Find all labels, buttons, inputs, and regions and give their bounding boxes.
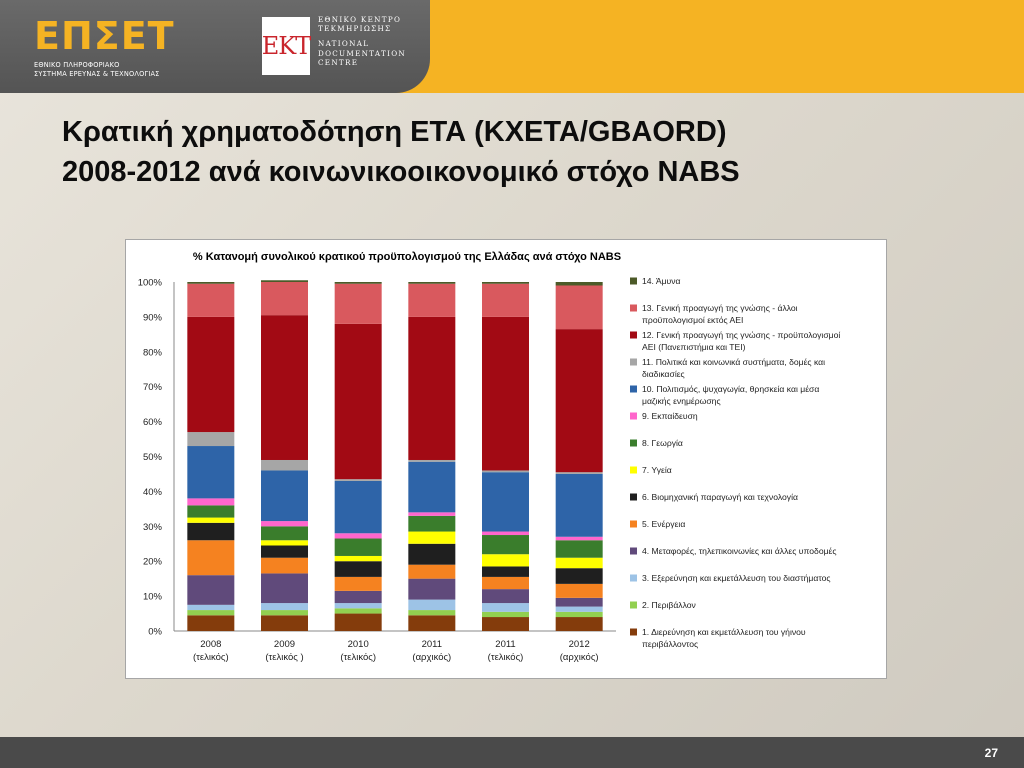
bar-segment <box>408 317 455 460</box>
ekt-greek-line1: ΕΘΝΙΚΟ ΚΕΝΤΡΟ <box>318 15 402 24</box>
bar-segment <box>261 603 308 610</box>
epset-subtitle-line1: ΕΘΝΙΚΟ ΠΛΗΡΟΦΟΡΙΑΚΟ <box>34 61 120 69</box>
bar-segment <box>556 540 603 557</box>
bar-segment <box>335 324 382 479</box>
legend-swatch <box>630 440 637 447</box>
bar-segment <box>482 577 529 589</box>
bar-segment <box>408 610 455 615</box>
bar-segment <box>261 460 308 470</box>
legend-swatch <box>630 467 637 474</box>
bar-segment <box>408 516 455 532</box>
bar-segment <box>482 472 529 531</box>
x-tick-label: 2010 <box>347 639 369 650</box>
chart-title: % Κατανομή συνολικού κρατικού προϋπολογισμού της Ελλάδας ανά στόχο NABS <box>192 251 622 263</box>
legend-label: 11. Πολιτικά και κοινωνικά συστήματα, δομές και <box>642 357 826 367</box>
ekt-logo-text: ΕΚΤ <box>261 32 311 60</box>
bar-segment <box>187 575 234 605</box>
bar-segment <box>335 556 382 561</box>
x-tick-label: 2012 <box>568 639 590 650</box>
bar-segment <box>408 544 455 565</box>
x-tick-label: (αρχικός) <box>559 652 599 663</box>
ekt-en-line2: DOCUMENTATION <box>318 48 407 58</box>
bar-segment <box>482 589 529 603</box>
bar-segment <box>482 532 529 535</box>
y-tick-label: 100% <box>137 277 162 289</box>
bar-segment <box>482 617 529 631</box>
legend-label: 14. Άμυνα <box>642 276 681 286</box>
bar-segment <box>261 573 308 603</box>
bar-segment <box>556 329 603 472</box>
x-tick-label: 2011 <box>421 639 443 650</box>
bar-segment <box>187 498 234 505</box>
bar-segment <box>482 566 529 576</box>
chart-card <box>125 239 887 679</box>
bar-segment <box>556 607 603 612</box>
bar-segment <box>482 603 529 612</box>
legend-label: προϋπολογισμοί εκτός ΑΕΙ <box>642 315 744 325</box>
bar-segment <box>556 617 603 631</box>
bar-segment <box>261 615 308 631</box>
bar-segment <box>335 603 382 608</box>
bar-segment <box>187 518 234 523</box>
legend-swatch <box>630 575 637 582</box>
page-number: 27 <box>984 746 998 760</box>
bar-segment <box>408 284 455 317</box>
bar-segment <box>187 615 234 631</box>
y-tick-label: 50% <box>142 452 162 463</box>
legend-label: ΑΕΙ (Πανεπιστήμια και ΤΕΙ) <box>642 342 746 352</box>
bar-segment <box>556 558 603 568</box>
bar-segment <box>261 540 308 545</box>
bar-segment <box>408 462 455 513</box>
legend-swatch <box>630 629 637 636</box>
logo-panel <box>0 0 430 93</box>
bar-segment <box>482 554 529 566</box>
legend-label: 1. Διερεύνηση και εκμετάλλευση του γήινου <box>642 627 806 637</box>
bar-segment <box>556 568 603 584</box>
legend-label: 4. Μεταφορές, τηλεπικοινωνίες και άλλες υποδομές <box>642 546 837 556</box>
x-tick-label: (τελικός) <box>487 652 524 663</box>
y-tick-label: 30% <box>142 521 162 533</box>
bar-segment <box>556 612 603 617</box>
x-tick-label: (τελικός) <box>192 652 229 663</box>
legend-swatch <box>630 548 637 555</box>
bar-segment <box>408 512 455 515</box>
legend-label: διαδικασίες <box>642 369 685 379</box>
bar-segment <box>261 526 308 540</box>
bar-segment <box>335 481 382 533</box>
epset-subtitle <box>34 61 214 78</box>
bar-segment <box>187 540 234 575</box>
bar-segment <box>261 470 308 521</box>
bar-segment <box>408 565 455 579</box>
bar-segment <box>187 284 234 317</box>
bar-segment <box>335 561 382 577</box>
bar-segment <box>556 598 603 607</box>
bar-segment <box>261 521 308 526</box>
bar-segment <box>335 591 382 603</box>
legend-label: περιβάλλοντος <box>642 639 699 649</box>
bar-segment <box>482 535 529 554</box>
legend-swatch <box>630 305 637 312</box>
legend-label: 2. Περιβάλλον <box>642 600 696 610</box>
footer-bar <box>0 737 1024 768</box>
y-tick-label: 20% <box>142 556 162 568</box>
bar-segment <box>187 505 234 517</box>
bar-segment <box>335 577 382 591</box>
legend-label: 5. Ενέργεια <box>642 519 686 529</box>
bar-segment <box>261 558 308 574</box>
bar-segment <box>408 282 455 284</box>
legend-label: 9. Εκπαίδευση <box>642 411 698 421</box>
bar-segment <box>261 546 308 558</box>
bar-segment <box>408 532 455 544</box>
legend-swatch <box>630 386 637 393</box>
legend-label: 6. Βιομηχανική παραγωγή και τεχνολογία <box>642 492 798 502</box>
legend-swatch <box>630 521 637 528</box>
y-tick-label: 90% <box>142 312 162 324</box>
legend-swatch <box>630 494 637 501</box>
x-tick-label: (τελικός) <box>340 652 377 663</box>
x-tick-label: (τελικός ) <box>265 652 304 663</box>
bar-segment <box>482 612 529 617</box>
y-tick-label: 40% <box>142 486 162 498</box>
bar-segment <box>187 317 234 432</box>
y-tick-label: 10% <box>142 591 162 603</box>
ekt-en-line3: CENTRE <box>318 57 359 67</box>
bar-segment <box>261 610 308 615</box>
bar-segment <box>187 523 234 540</box>
bar-segment <box>187 610 234 615</box>
bar-segment <box>408 600 455 610</box>
legend-label: 12. Γενική προαγωγή της γνώσης - προϋπολογισμοί <box>642 330 841 340</box>
bar-segment <box>408 579 455 600</box>
slide-title <box>62 112 962 192</box>
bar-segment <box>408 460 455 462</box>
x-tick-label: 2011 <box>495 639 516 650</box>
y-tick-label: 80% <box>142 347 162 359</box>
slide-title-line1: Κρατική χρηματοδότηση ΕΤΑ (ΚΧΕΤΑ/GBAORD) <box>62 116 727 148</box>
bar-segment <box>261 280 308 282</box>
legend-swatch <box>630 332 637 339</box>
bar-segment <box>556 474 603 537</box>
legend-swatch <box>630 359 637 366</box>
legend-label: μαζικής ενημέρωσης <box>642 396 721 406</box>
bar-segment <box>187 605 234 610</box>
bar-segment <box>556 282 603 285</box>
ekt-en-line1: NATIONAL <box>318 39 370 49</box>
ekt-logo <box>262 17 310 75</box>
bar-segment <box>261 315 308 460</box>
legend-swatch <box>630 278 637 285</box>
bar-segment <box>335 608 382 613</box>
legend-swatch <box>630 602 637 609</box>
bar-segment <box>556 472 603 474</box>
ekt-name <box>318 15 418 67</box>
ekt-greek-line2: ΤΕΚΜΗΡΙΩΣΗΣ <box>318 24 392 34</box>
legend-swatch <box>630 413 637 420</box>
x-tick-label: 2008 <box>200 639 222 650</box>
bar-segment <box>261 282 308 315</box>
bar-segment <box>335 539 382 556</box>
epset-subtitle-line2: ΣΥΣΤΗΜΑ ΕΡΕΥΝΑΣ & ΤΕΧΝΟΛΟΓΙΑΣ <box>34 69 160 78</box>
bar-segment <box>482 317 529 471</box>
bar-segment <box>335 533 382 538</box>
bar-segment <box>482 282 529 284</box>
legend-label: 13. Γενική προαγωγή της γνώσης - άλλοι <box>642 303 798 313</box>
epset-logo: ΕΠΣΕΤ <box>34 14 175 58</box>
y-tick-label: 0% <box>148 626 162 638</box>
x-tick-label: 2009 <box>273 639 296 650</box>
bar-segment <box>335 614 382 631</box>
bar-segment <box>335 284 382 324</box>
y-tick-label: 60% <box>142 417 162 429</box>
x-tick-label: (αρχικός) <box>412 652 452 663</box>
stacked-bar-chart <box>126 240 886 678</box>
bar-segment <box>482 284 529 317</box>
bar-segment <box>556 285 603 329</box>
bar-segment <box>556 537 603 540</box>
legend-label: 10. Πολιτισμός, ψυχαγωγία, θρησκεία και μέσα <box>642 384 820 394</box>
legend-label: 3. Εξερεύνηση και εκμετάλλευση του διαστήματος <box>642 573 831 583</box>
bar-segment <box>187 432 234 446</box>
bar-segment <box>187 446 234 498</box>
bar-segment <box>335 282 382 284</box>
bar-segment <box>408 615 455 631</box>
y-tick-label: 70% <box>142 382 162 394</box>
bar-segment <box>482 470 529 472</box>
legend-label: 8. Γεωργία <box>642 438 683 448</box>
bar-segment <box>556 584 603 598</box>
bar-segment <box>335 479 382 481</box>
slide-title-line2: 2008-2012 ανά κοινωνικοοικονομικό στόχο NABS <box>62 156 740 188</box>
bar-segment <box>187 282 234 284</box>
legend-label: 7. Υγεία <box>642 465 672 475</box>
